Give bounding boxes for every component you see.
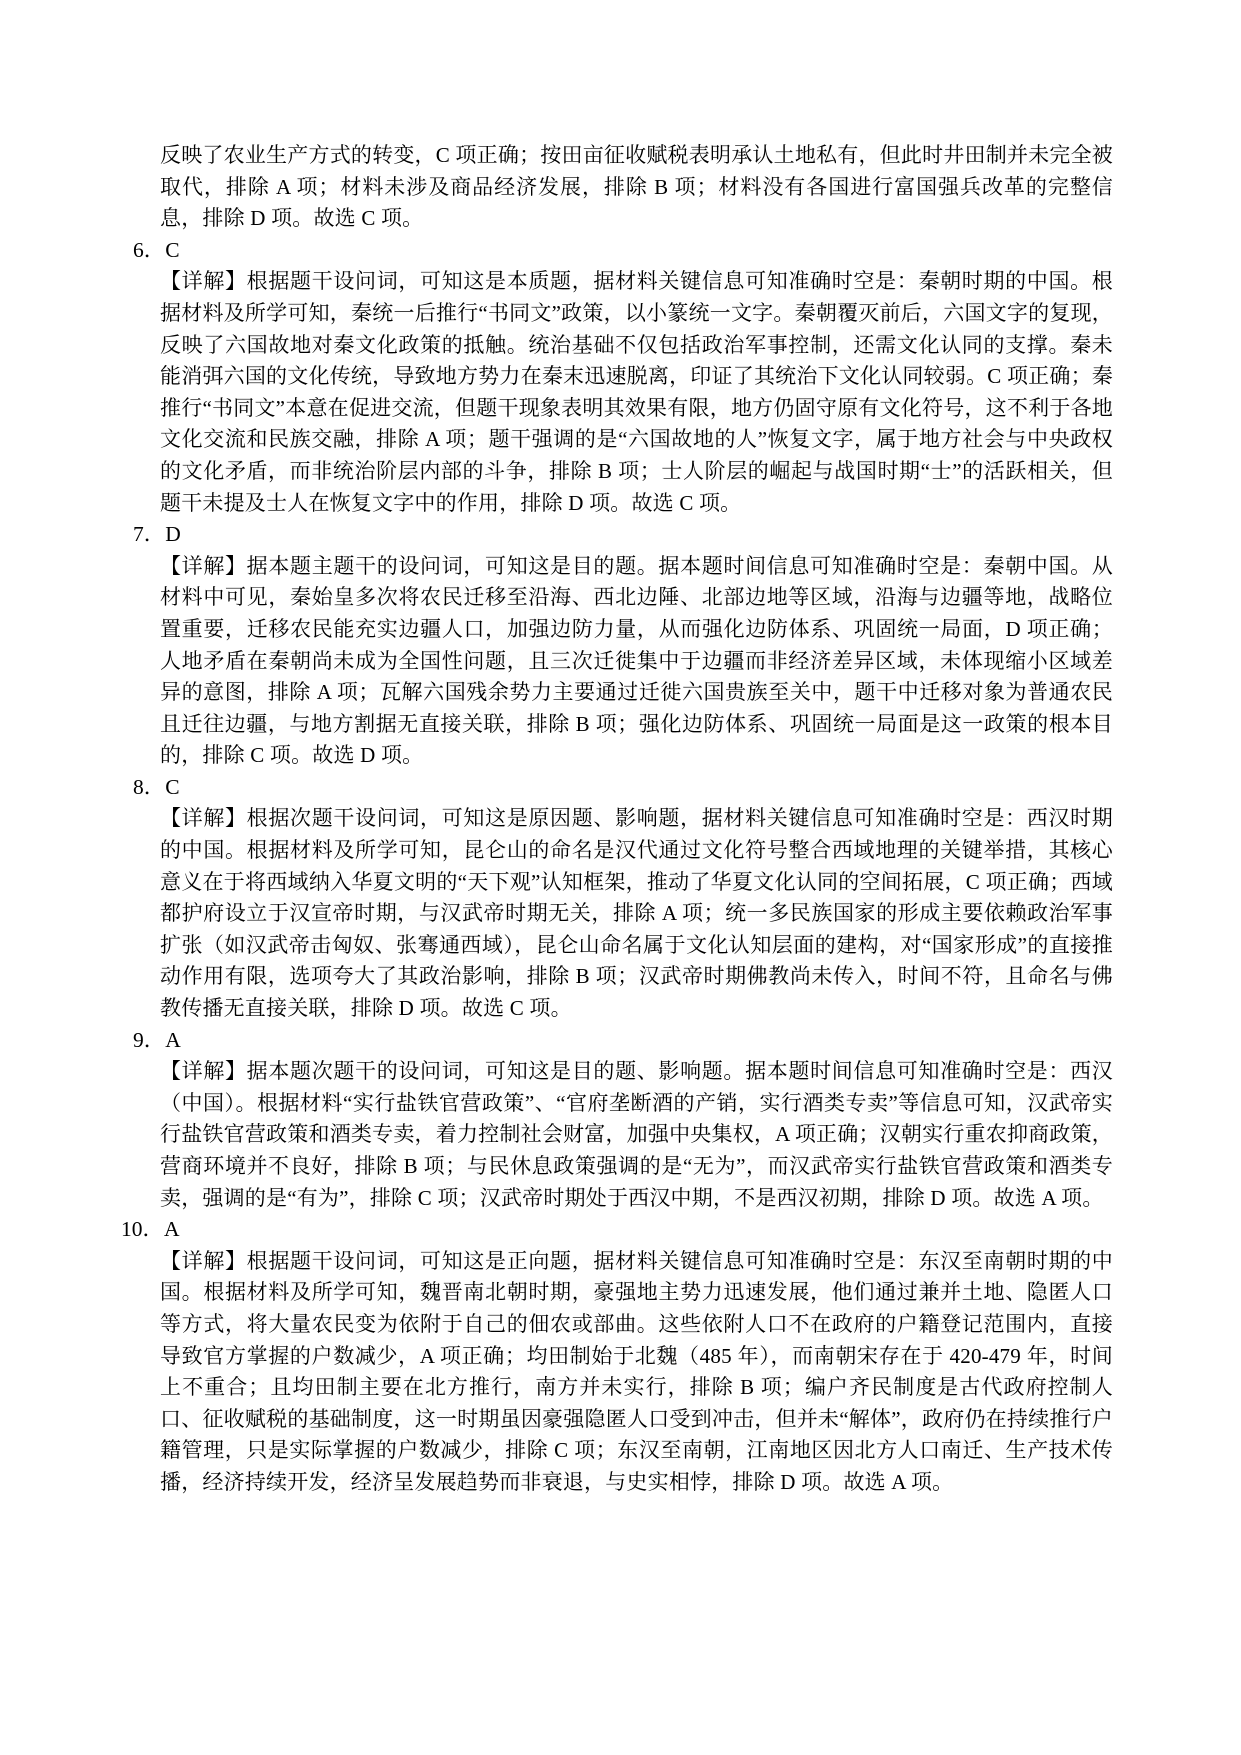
item-number: 10． <box>121 1217 165 1242</box>
answer-line <box>133 519 1241 551</box>
answer-line <box>133 235 1241 267</box>
answer-letter: C <box>165 774 180 799</box>
item-number: 6． <box>133 237 166 262</box>
answer-letter: A <box>165 1027 181 1052</box>
answer-line <box>121 1214 1241 1246</box>
explanation-paragraph: 【详解】根据次题干设问词，可知这是原因题、影响题，据材料关键信息可知准确时空是：西汉时期的中国。根据材料及所学可知，昆仑山的命名是汉代通过文化符号整合西域地理的关键举措，其核心意义在于将西域纳入华夏文明的“天下观”认知框架，推动了华夏文化认同的空间拓展，C 项正确；西域都护府设立于汉宣帝时期，与汉武帝时期无关，排除 A 项；统一多民族国家的形成主要依赖政治军事扩张（如汉武帝击匈奴、张骞通西域），昆仑山命名属于文化认知层面的建构，对“国家形成”的直接推动作用有限，选项夸大了其政治影响，排除 B 项；汉武帝时期佛教尚未传入，时间不符，且命名与佛教传播无直接关联，排除 D 项。故选 C 项。 <box>160 806 1113 1021</box>
answer-line <box>133 772 1241 804</box>
answer-item-7 <box>0 519 1241 772</box>
item-number: 7． <box>133 522 166 547</box>
explanation-paragraph: 【详解】据本题次题干的设问词，可知这是目的题、影响题。据本题时间信息可知准确时空是：西汉（中国）。根据材料“实行盐铁官营政策”、“官府垄断酒的产销，实行酒类专卖”等信息可知，汉武帝实行盐铁官营政策和酒类专卖，着力控制社会财富，加强中央集权，A 项正确；汉朝实行重农抑商政策，营商环境并不良好，排除 B 项；与民休息政策强调的是“无为”，而汉武帝实行盐铁官营政策和酒类专卖，强调的是“有为”，排除 C 项；汉武帝时期处于西汉中期，不是西汉初期，排除 D 项。故选 A 项。 <box>160 1059 1113 1210</box>
explanation-paragraph: 【详解】据本题主题干的设问词，可知这是目的题。据本题时间信息可知准确时空是：秦朝中国。从材料中可见，秦始皇多次将农民迁移至沿海、西北边陲、北部边地等区域，沿海与边疆等地，战略位置重要，迁移农民能充实边疆人口，加强边防力量，从而强化边防体系、巩固统一局面，D 项正确；人地矛盾在秦朝尚未成为全国性问题，且三次迁徙集中于边疆而非经济差异区域，未体现缩小区域差异的意图，排除 A 项；瓦解六国残余势力主要通过迁徙六国贵族至关中，题干中迁移对象为普通农民且迁往边疆，与地方割据无直接关联，排除 B 项；强化边防体系、巩固统一局面是这一政策的根本目的，排除 C 项。故选 D 项。 <box>160 553 1113 768</box>
answer-item-9 <box>0 1025 1241 1215</box>
answer-item-10 <box>0 1214 1241 1498</box>
explanation-paragraph: 【详解】根据题干设问词，可知这是本质题，据材料关键信息可知准确时空是：秦朝时期的中国。根据材料及所学可知，秦统一后推行“书同文”政策，以小篆统一文字。秦朝覆灭前后，六国文字的复现，反映了六国故地对秦文化政策的抵触。统治基础不仅包括政治军事控制，还需文化认同的支撑。秦未能消弭六国的文化传统，导致地方势力在秦末迅速脱离，印证了其统治下文化认同较弱。C 项正确；秦推行“书同文”本意在促进交流，但题干现象表明其效果有限，地方仍固守原有文化符号，这不利于各地文化交流和民族交融，排除 A 项；题干强调的是“六国故地的人”恢复文字，属于地方社会与中央政权的文化矛盾，而非统治阶层内部的斗争，排除 B 项；士人阶层的崛起与战国时期“士”的活跃相关，但题干未提及士人在恢复文字中的作用，排除 D 项。故选 C 项。 <box>160 269 1113 515</box>
answer-letter: A <box>164 1217 180 1242</box>
answer-item-8 <box>0 772 1241 1025</box>
answer-letter: D <box>165 522 181 547</box>
item-number: 9． <box>133 1027 166 1052</box>
answer-line <box>133 1025 1241 1057</box>
answer-letter: C <box>165 237 180 262</box>
explanation-paragraph: 【详解】根据题干设问词，可知这是正向题，据材料关键信息可知准确时空是：东汉至南朝时期的中国。根据材料及所学可知，魏晋南北朝时期，豪强地主势力迅速发展，他们通过兼并土地、隐匿人口等方式，将大量农民变为依附于自己的佃农或部曲。这些依附人口不在政府的户籍登记范围内，直接导致官方掌握的户数减少，A 项正确；均田制始于北魏（485 年），而南朝宋存在于 420-479 年，时间上不重合；且均田制主要在北方推行，南方并未实行，排除 B 项；编户齐民制度是古代政府控制人口、征收赋税的基础制度，这一时期虽因豪强隐匿人口受到冲击，但并未“解体”，政府仍在持续推行户籍管理，只是实际掌握的户数减少，排除 C 项；东汉至南朝，江南地区因北方人口南迁、生产技术传播，经济持续开发，经济呈发展趋势而非衰退，与史实相悖，排除 D 项。故选 A 项。 <box>160 1248 1113 1494</box>
answer-item-6 <box>0 235 1241 519</box>
intro-continuation-paragraph: 反映了农业生产方式的转变，C 项正确；按田亩征收赋税表明承认土地私有，但此时井田制并未完全被取代，排除 A 项；材料未涉及商品经济发展，排除 B 项；材料没有各国进行富国强兵改革的完整信息，排除 D 项。故选 C 项。 <box>160 143 1113 231</box>
item-number: 8． <box>133 774 166 799</box>
